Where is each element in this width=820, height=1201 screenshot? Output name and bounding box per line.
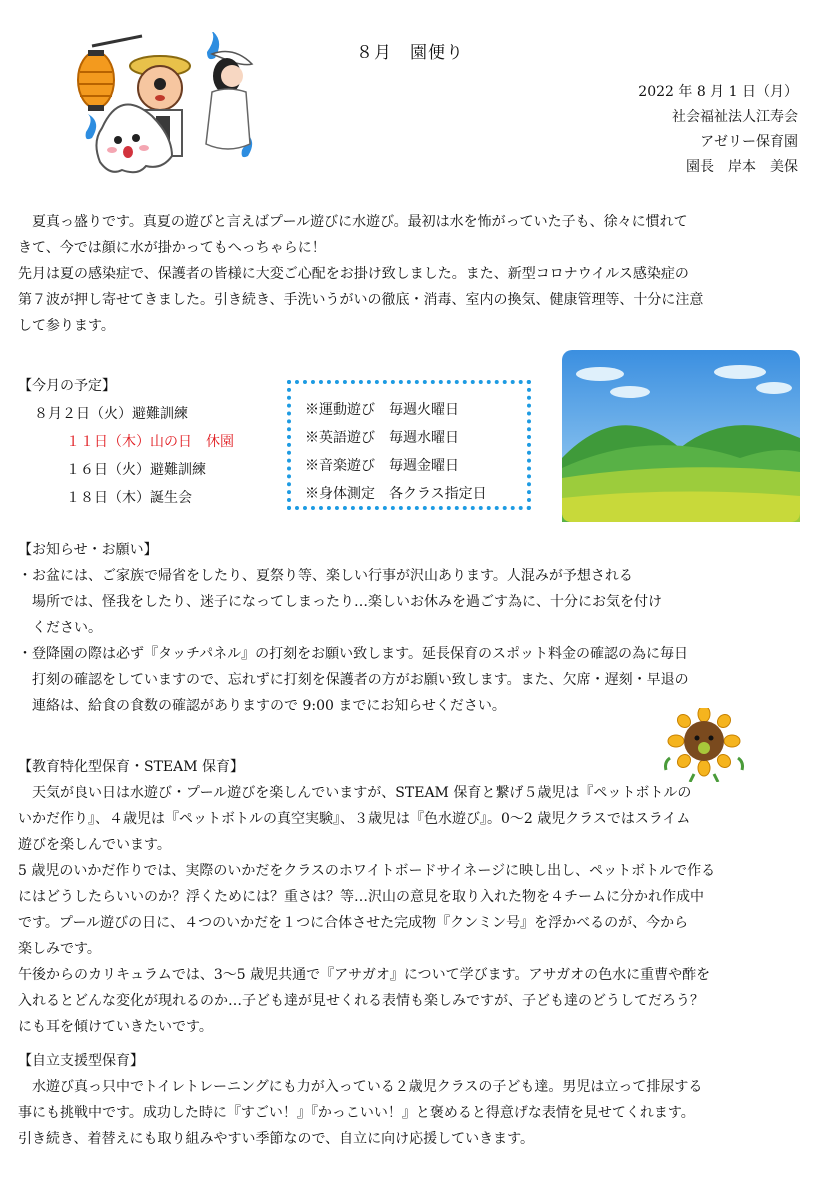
schedule-item: １８日（木）誕生会	[66, 490, 192, 506]
notice-line: 打刻の確認をしていますので、忘れずに打刻を保護者の方がお願い致します。また、欠席・遅刻・早退の	[32, 672, 689, 688]
notice-line: 連絡は、給食の食数の確認がありますので 9:00 までにお知らせください。	[32, 698, 506, 714]
independence-section	[18, 1048, 808, 1152]
weekly-item: ※運動遊び 毎週火曜日	[305, 402, 459, 418]
page-title: ８月 園便り	[356, 43, 464, 63]
intro-line: 先月は夏の感染症で、保護者の皆様に大変ご心配をお掛け致しました。また、新型コロナウイルス感染症の	[18, 266, 689, 282]
intro-line: 第７波が押し寄せてきました。引き続き、手洗いうがいの徹底・消毒、室内の換気、健康管理等、十分に注意	[18, 292, 704, 308]
schedule-item: １６日（火）避難訓練	[66, 462, 206, 478]
notice-line: 場所では、怪我をしたり、迷子になってしまったり…楽しいお休みを過ごす為に、十分にお気を付け	[32, 594, 662, 610]
steam-line: 入れるとどんな変化が現れるのか…子ども達が見せくれる表情も楽しみですが、子ども達のどうしてだろう？	[18, 993, 704, 1009]
steam-line: 午後からのカリキュラムでは、3〜5 歳児共通で『アサガオ』について学びます。アサガオの色水に重曹や酢を	[18, 967, 711, 983]
steam-line: にも耳を傾けていきたいです。	[18, 1019, 213, 1035]
steam-line: です。プール遊びの日に、４つのいかだを１つに合体させた完成物『クンミン号』を浮かべるのが、今から	[18, 915, 689, 931]
notice-line: ・お盆には、ご家族で帰省をしたり、夏祭り等、楽しい行事が沢山あります。人混みが予想される	[18, 568, 633, 584]
steam-line: いかだ作り』、４歳児は『ペットボトルの真空実験』、３歳児は『色水遊び』。0〜2 歳児クラスではスライム	[18, 811, 691, 827]
intro-line: きて、今では顔に水が掛かってもへっちゃらに！	[18, 240, 326, 256]
principal-name: 園長 岸本 美保	[686, 159, 798, 175]
weekly-item: ※英語遊び 毎週水曜日	[305, 430, 459, 446]
notice-section	[18, 537, 808, 719]
steam-line: 楽しみです。	[18, 941, 101, 957]
notice-line: ・登降園の際は必ず『タッチパネル』の打刻をお願い致します。延長保育のスポット料金の確認の為に毎日	[18, 646, 689, 662]
steam-line: 5 歳児のいかだ作りでは、実際のいかだをクラスのホワイトボードサイネージに映し出し、ペットボトルで作る	[18, 863, 716, 879]
steam-line: にはどうしたらいいのか？浮くためには？重さは？等…沢山の意見を取り入れた物を４チームに分かれ作成中	[18, 889, 704, 905]
steam-section	[18, 754, 808, 1040]
weekly-item: ※身体測定 各クラス指定日	[305, 486, 487, 502]
steam-line: 天気が良い日は水遊び・プール遊びを楽しんでいますが、STEAM 保育と繋げ５歳児は『ペットボトルの	[18, 785, 692, 801]
weekly-item: ※音楽遊び 毎週金曜日	[305, 458, 459, 474]
steam-line: 遊びを楽しんでいます。	[18, 837, 171, 853]
monthly-schedule	[18, 372, 234, 512]
independence-heading: 【自立支援型保育】	[18, 1053, 144, 1069]
independence-line: 引き続き、着替えにも取り組みやすい季節なので、自立に向け応援していきます。	[18, 1131, 535, 1147]
notice-heading: 【お知らせ・お願い】	[18, 542, 158, 558]
notice-line: ください。	[32, 620, 102, 636]
independence-line: 水遊び真っ只中でトイレトレーニングにも力が入っている２歳児クラスの子ども達。男児は立って排尿する	[18, 1079, 703, 1095]
schedule-heading: 【今月の予定】	[18, 378, 116, 394]
weekly-activities-box	[287, 380, 531, 510]
intro-line: 夏真っ盛りです。真夏の遊びと言えばプール遊びに水遊び。最初は水を怖がっていた子も、徐々に慣れて	[18, 214, 688, 230]
header-info	[638, 80, 798, 180]
organization-name: 社会福祉法人江寿会	[672, 109, 798, 125]
mountain-landscape-illustration	[560, 348, 802, 524]
independence-line: 事にも挑戦中です。成功した時に『すごい！』『かっこいい！』と褒めると得意げな表情を見せてくれます。	[18, 1105, 695, 1121]
intro-line: して参ります。	[18, 318, 115, 334]
schedule-item-holiday: １１日（木）山の日 休園	[66, 434, 234, 450]
intro-section	[18, 209, 808, 339]
schedule-item: ８月２日（火）避難訓練	[34, 406, 188, 422]
school-name: アゼリー保育園	[700, 134, 798, 150]
steam-heading: 【教育特化型保育・STEAM 保育】	[18, 759, 245, 775]
issue-date: 2022 年 8 月 1 日（月）	[638, 84, 798, 100]
